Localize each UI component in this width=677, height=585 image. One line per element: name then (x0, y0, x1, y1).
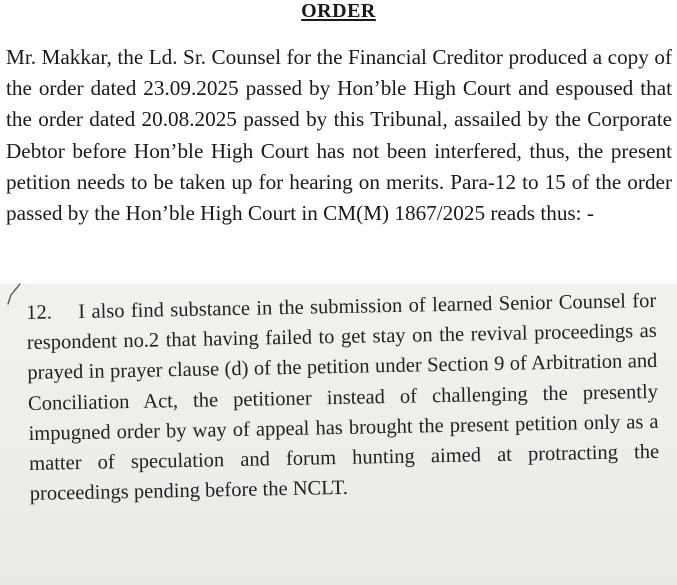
order-paragraph (6, 42, 672, 229)
quote-line: prayed in prayer clause (d) of the petition under Section 9 of Arbitration and (27, 350, 658, 385)
order-heading: ORDER (301, 0, 376, 22)
paragraph-line: petition needs to be taken up for hearing on merits. Para-12 to 15 of the order (6, 169, 672, 194)
quote-line: Conciliation Act, the petitioner instead of challenging the presently (27, 380, 659, 415)
quote-first-line-text: I also find substance in the submission of learned Senior Counsel for (78, 289, 657, 323)
pen-mark-icon (6, 282, 24, 306)
paragraph-line: the order dated 23.09.2025 passed by Hon’ble High Court and espoused that (6, 76, 672, 101)
paragraph-line: the order dated 20.08.2025 passed by this Tribunal, assailed by the Corporate (6, 107, 672, 132)
quote-paragraph-number: 12. (26, 301, 53, 324)
quote-line: proceedings pending before the NCLT. (29, 477, 349, 506)
quote-line: matter of speculation and forum hunting aimed at protracting the (28, 440, 660, 475)
paragraph-line: passed by the Hon’ble High Court in CM(M) 1867/2025 reads thus: - (6, 201, 594, 226)
quote-line: impugned order by way of appeal has brought the present petition only as a (28, 410, 659, 445)
paragraph-line: Mr. Makkar, the Ld. Sr. Counsel for the Financial Creditor produced a copy of (6, 45, 672, 69)
quote-line: respondent no.2 that having failed to get stay on the revival proceedings as (26, 320, 657, 355)
paragraph-line: Debtor before Hon’ble High Court has not been interfered, thus, the present (6, 138, 672, 163)
quoted-excerpt (26, 286, 660, 509)
